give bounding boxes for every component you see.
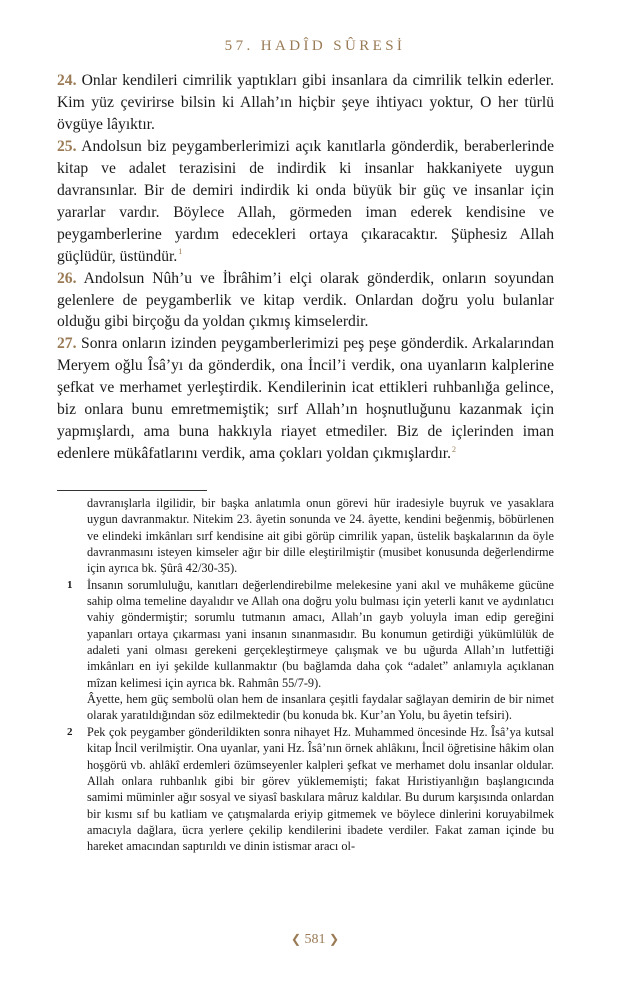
footnote-ref[interactable]: 2: [452, 445, 457, 455]
verse-text: Andolsun Nûh’u ve İbrâhim’i elçi olarak gönderdik, onların soyundan gelenlere de peygamberlik ve kitap verdik. Onlardan doğru yolu bulanlar olduğu gibi birçoğu da yoldan çıkmış kimselerdir.: [57, 269, 554, 331]
verse-number: 26.: [57, 269, 77, 287]
left-ornament-icon: ❮: [290, 932, 301, 946]
page-number: 581: [304, 932, 326, 947]
footnote-text: Âyette, hem güç sembolü olan hem de insanlara çeşitli faydalar sağlayan demirin de bir nimet olarak yaratıldığından söz edilmektedir (bu konuda bk. Kur’an Yolu, bu âyetin tefsiri).: [87, 692, 554, 723]
verse-26: [57, 268, 554, 334]
running-header: 57. HADÎD SÛRESİ: [224, 38, 406, 54]
footnote-text: İnsanın sorumluluğu, kanıtları değerlendirebilme melekesine yani akıl ve muhâkeme gücüne sahip olma temeline dayalıdır ve Allah ona doğru yolu bulması için yeterli kanıt ve aydınlatıcı vahiy göndermiştir; sorumlu tutmanın amacı, Allah’ın gayb yoluyla iman edip gereğini yapanları ortaya çıkarması yani insanın sınanmasıdır. Bu konumun getirdiği yükümlülük de adaleti yani olması gerekeni gerçekleştirmeye çalışmak ve bu uğurda Allah’ın lutfettiği imkânları en iyi şekilde kullanmaktır (bu bağlamda daha çok “adalet” anlamıyla açıklanan mîzan kelimesi için ayrıca bk. Rahmân 55/7-9).: [87, 577, 554, 690]
footnotes: [57, 495, 554, 855]
verse-27: [57, 333, 554, 465]
verse-number: 24.: [57, 72, 77, 89]
verse-text: Sonra onların izinden peygamberlerimizi peş peşe gönderdik. Arkalarından Meryem oğlu Îsâ’yı da gönderdik, ona İncil’i verdik, ona uyanların kalplerine şefkat ve merhamet yerleştirdik. Kendilerinin icat ettikleri ruhbanlığa gelince, biz onlara bunu emretmemiştik; sırf Allah’ın hoşnutluğunu kazanmak için yapmışlardı, ama buna hakkıyla riayet etmediler. Biz de içlerinden iman edenlere mükâfatlarını verdik, ama çokları yoldan çıkmışlardır.: [57, 335, 554, 463]
verse-text: Andolsun biz peygamberlerimizi açık kanıtlarla gönderdik, beraberlerinde kitap ve adalet terazisini de indirdik ki insanlar hakkaniyete uygun davransınlar. Bir de demiri indirdik ki onda büyük bir güç ve insanlar için yararlar vardır. Böylece Allah, görmeden iman ederek kendisine ve peygamberlerine yardım edecekleri ortaya çıkaracaktır. Şüphesiz Allah güçlüdür, üstündür.: [57, 137, 554, 265]
verse-body: [57, 70, 554, 465]
footnote-text: davranışlarla ilgilidir, bir başka anlatımla onun görevi hür iradesiyle buyruk ve yasaklara uygun davranmaktır. Nitekim 23. âyetin sonunda ve 24. âyette, kendini beğenmiş, böbürlenen ve elindeki imkânları sırf kendisine ait gibi görüp cimrilik yapan, üstelik başkalarının da öyle davranmasını isteyen kimseler ağır bir dille eleştirilmiştir (musibet konusunda değerlendirme için ayrıca bk. Şûrâ 42/30-35).: [87, 496, 554, 576]
footnote-continuation: [57, 495, 554, 577]
right-ornament-icon: ❯: [329, 932, 340, 946]
verse-number: 27.: [57, 335, 77, 353]
footnote-2: [57, 724, 554, 855]
footnote-number: 1: [67, 578, 73, 591]
verse-24: [57, 70, 554, 136]
verse-25: [57, 136, 554, 268]
page-number-block: [0, 932, 630, 948]
footnote-1-continued: [57, 691, 554, 724]
verse-text: Onlar kendileri cimrilik yaptıkları gibi insanlara da cimrilik telkin ederler. Kim yüz çevirirse bilsin ki Allah’ın hiçbir şeye ihtiyacı yoktur, O her türlü övgüye lâyıktır.: [57, 72, 554, 133]
footnote-ref[interactable]: 1: [178, 247, 183, 257]
footnote-number: 2: [67, 725, 73, 738]
footnote-1: [57, 577, 554, 691]
footnote-text: Pek çok peygamber gönderildikten sonra nihayet Hz. Muhammed öncesinde Hz. Îsâ’ya kutsal kitap İncil verilmiştir. Ona uyanlar, yani Hz. Îsâ’nın örnek ahlâkını, İncil öğretisine hâkim olan hoşgörü vb. ahlâkî erdemleri özümseyenler kalpleri şefkat ve merhamet dolu insanlar oldular. Allah onlara ruhbanlık gibi bir görev yüklememişti; fakat Hıristiyanlığın başlangıcında samimi müminler ağır sosyal ve siyasî baskılara mâruz kaldılar. Bu durum karşısında onlardan bir kısmı sıf bu katliam ve çatışmalarda eriyip gitmemek ve böylece dinlerini koruyabilmek amacıyla dağlara, ücra yerlere çekilip kendilerini ibadete verdiler. Fakat zaman içinde bu hareket amacından saptırıldı ve dinin istismar aracı ol-: [87, 724, 554, 854]
verse-number: 25.: [57, 137, 77, 155]
footnote-divider: [57, 490, 207, 491]
